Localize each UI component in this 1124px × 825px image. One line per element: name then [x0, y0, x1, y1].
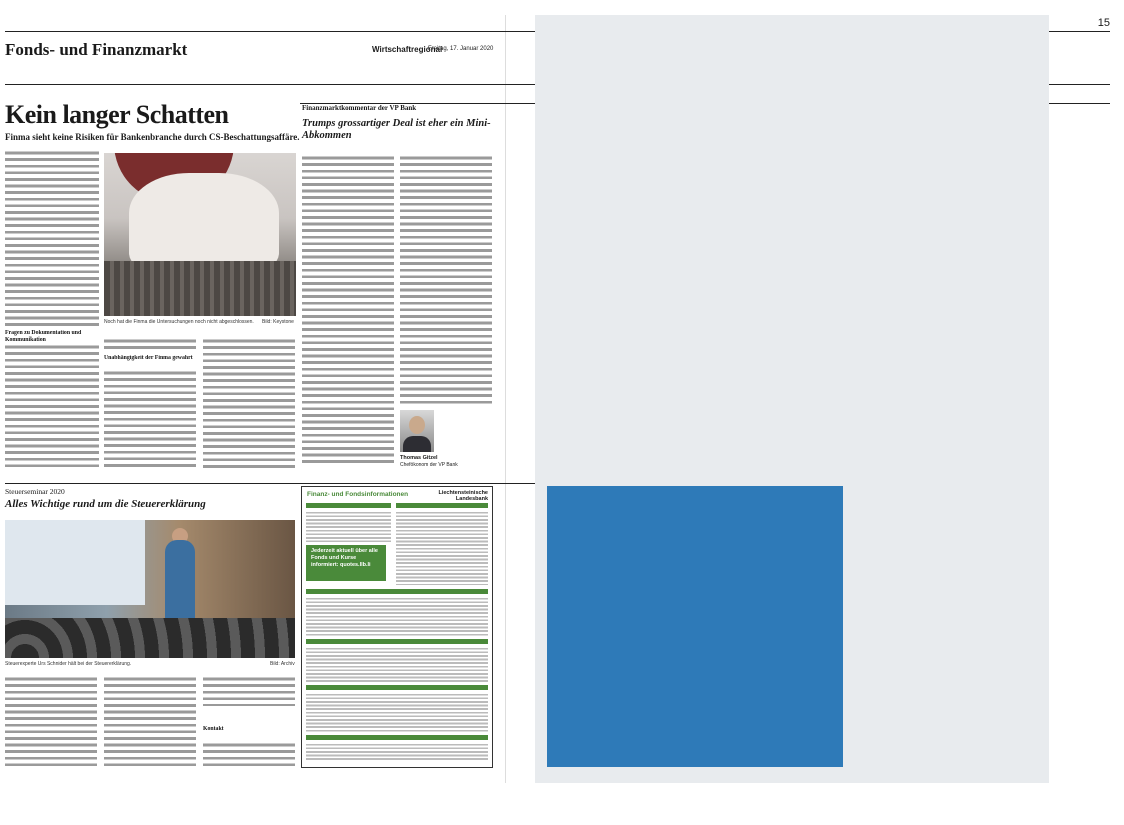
steuer-column-3 — [203, 676, 295, 706]
steuer-box-text — [203, 742, 295, 766]
commentary-title: Trumps grossartiger Deal ist eher ein Mini-Abkommen — [302, 118, 491, 141]
page-number: 15 — [1097, 17, 1110, 29]
table-header-bar — [306, 503, 391, 508]
commentary-column-2 — [400, 155, 492, 405]
article-subhead: Finma sieht keine Risiken für Bankenbranche durch CS-Beschattungsaffäre. — [5, 132, 300, 142]
article-subhead-2-wrap — [104, 355, 196, 367]
finma-photo-credit: Bild: Keystone — [262, 319, 294, 325]
seminar-photo-credit: Bild: Archiv — [270, 661, 295, 667]
fund-table-rows — [306, 510, 391, 542]
article-subhead-2: Unabhängigkeit der Finma gewahrt — [104, 355, 196, 362]
steuer-box-label-wrap — [203, 726, 295, 736]
commentary-label: Finanzmarktkommentar der VP Bank — [302, 104, 417, 112]
blue-placeholder-box — [547, 486, 843, 767]
article-column-1b — [5, 344, 99, 469]
commentary-column-1 — [302, 155, 394, 467]
author-name: Thomas Gitzel — [400, 455, 438, 461]
article-column-2a — [104, 338, 196, 352]
quotes-promo: Jederzeit aktuell über alle Fonds und Kurse informiert: quotes.llb.li — [306, 545, 386, 581]
bank-logo: Liechtensteinische Landesbank — [438, 490, 488, 502]
finance-box-title: Finanz- und Fondsinformationen — [307, 491, 409, 498]
steuer-title: Alles Wichtige rund um die Steuererklärung — [5, 498, 206, 510]
brand-logo: Wirtschaftregional — [372, 45, 443, 54]
article-column-2b — [104, 370, 196, 468]
table-header-bar — [306, 639, 488, 644]
steuer-box-label: Kontakt — [203, 726, 295, 733]
author-portrait — [400, 410, 434, 452]
steuer-label: Steuerseminar 2020 — [5, 487, 65, 496]
dateline: Freitag, 17. Januar 2020 — [428, 46, 494, 52]
fund-table-rows — [306, 692, 488, 732]
finma-photo-caption: Noch hat die Finma die Untersuchungen noch nicht abgeschlossen. — [104, 319, 254, 325]
fund-table-rows — [306, 596, 488, 636]
article-column-1 — [5, 150, 99, 328]
table-header-bar — [306, 735, 488, 740]
steuer-column-1 — [5, 676, 97, 766]
table-header-bar — [306, 589, 488, 594]
author-role: Chefökonom der VP Bank — [400, 462, 458, 468]
finance-info-box — [301, 486, 493, 768]
finma-photo — [104, 153, 296, 316]
section-title: Fonds- und Finanzmarkt — [5, 40, 188, 59]
steuer-column-2 — [104, 676, 196, 766]
fund-table-rows — [306, 742, 488, 762]
article-subhead-1: Fragen zu Dokumentation und Kommunikation — [5, 330, 99, 342]
fund-table-rows — [306, 646, 488, 682]
seminar-photo-caption: Steuerexperte Urs Schnider hält bei der Steuererklärung. — [5, 661, 132, 667]
article-subhead-1-wrap — [5, 330, 99, 342]
seminar-photo — [5, 520, 295, 658]
table-header-bar — [396, 503, 488, 508]
table-header-bar — [306, 685, 488, 690]
fund-table-rows — [396, 510, 488, 585]
article-headline: Kein langer Schatten — [5, 100, 229, 129]
article-column-3 — [203, 338, 295, 468]
